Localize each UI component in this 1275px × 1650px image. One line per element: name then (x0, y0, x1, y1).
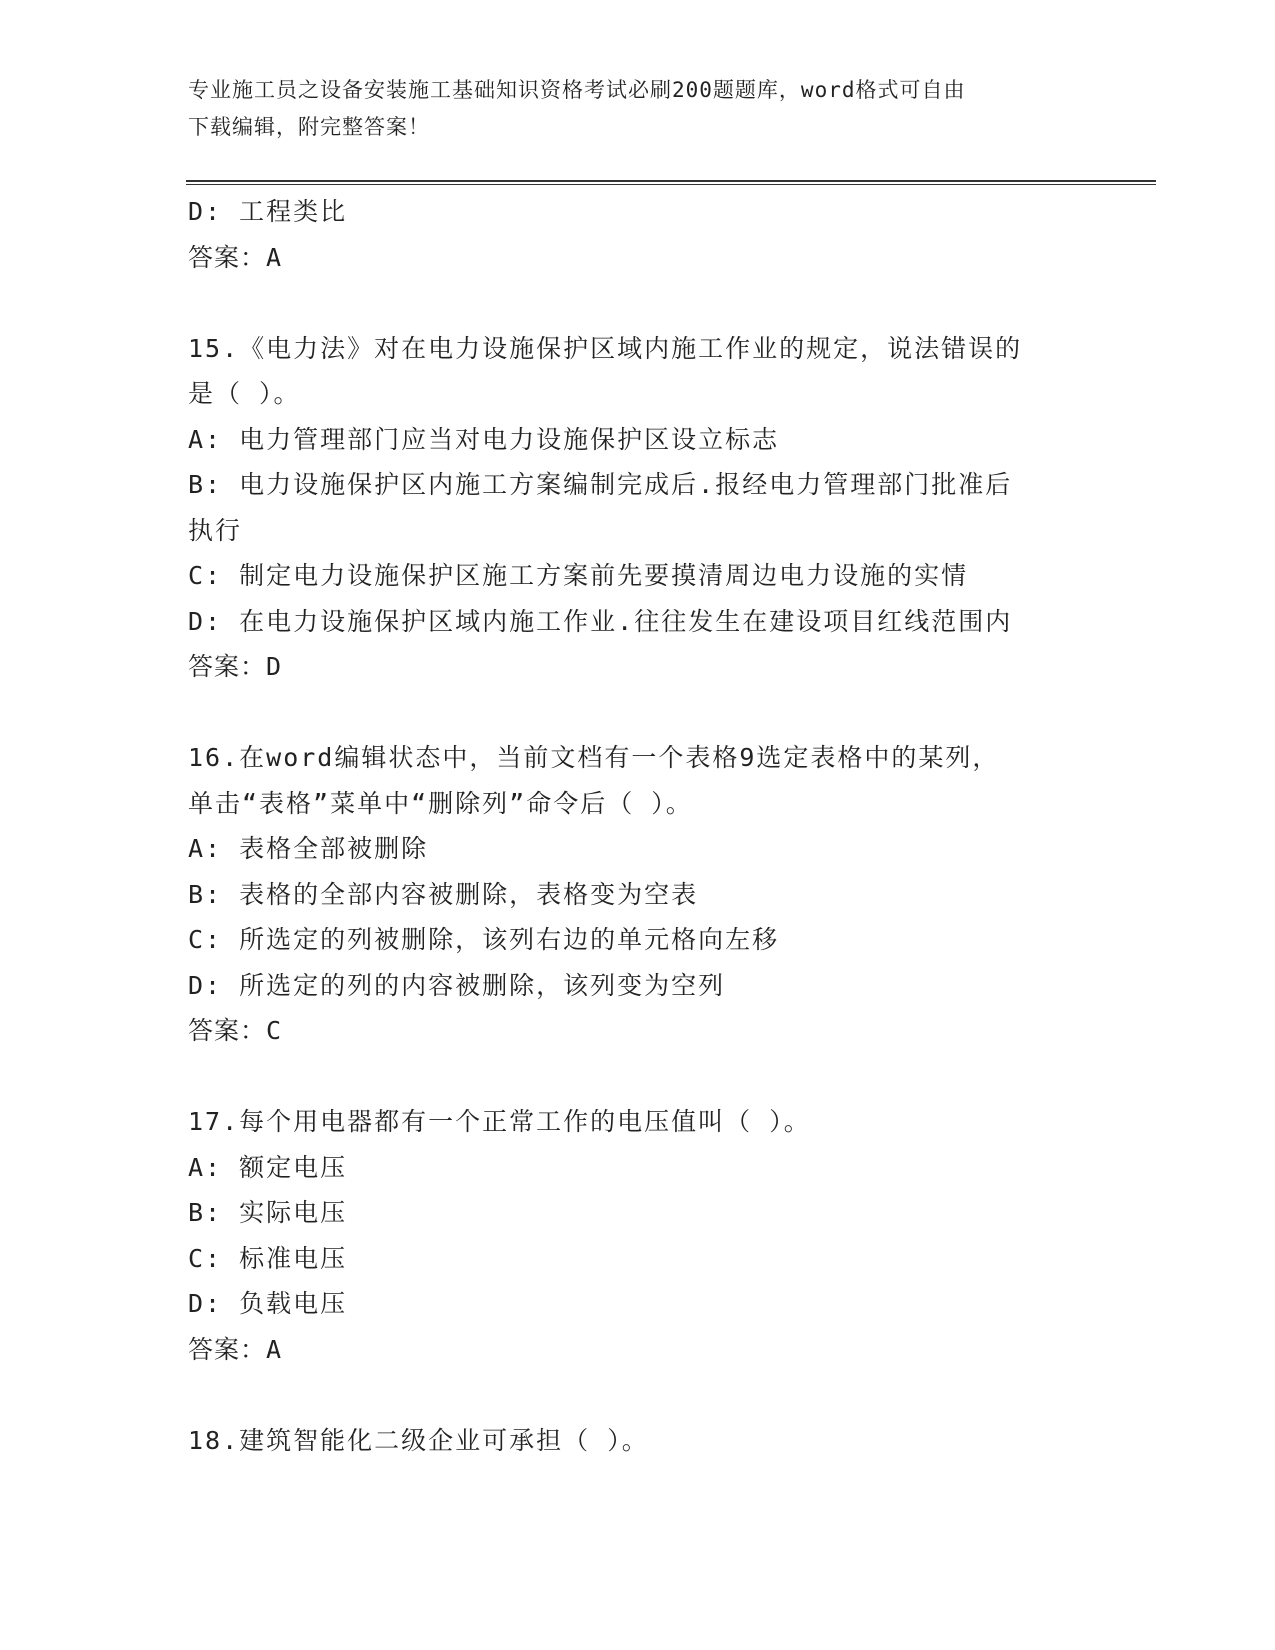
previous-question-tail (188, 189, 1088, 280)
question-stem: 15.《电力法》对在电力设施保护区域内施工作业的规定，说法错误的 (188, 333, 1023, 363)
option-c: C: 所选定的列被删除，该列右边的单元格向左移 (188, 925, 780, 954)
question-17 (188, 1099, 1088, 1372)
spacer (188, 280, 1088, 326)
spacer (188, 1054, 1088, 1100)
option-d: D: 负载电压 (188, 1289, 348, 1318)
option-b-continued: 执行 (188, 515, 243, 545)
option-b: B: 电力设施保护区内施工方案编制完成后.报经电力管理部门批准后 (188, 470, 1013, 499)
document-header (188, 72, 1088, 146)
option-d: D: 工程类比 (188, 197, 348, 226)
question-stem: 18.建筑智能化二级企业可承担（ ）。 (188, 1425, 649, 1455)
spacer (188, 690, 1088, 736)
header-divider-thin (186, 184, 1156, 185)
header-divider-thick (186, 180, 1156, 182)
header-title-line-1: 专业施工员之设备安装施工基础知识资格考试必刷200题题库，word格式可自由 (188, 78, 966, 102)
option-d: D: 在电力设施保护区域内施工作业.往往发生在建设项目红线范围内 (188, 606, 1013, 636)
option-d: D: 所选定的列的内容被删除，该列变为空列 (188, 970, 726, 1000)
answer-line: 答案：A (188, 242, 283, 272)
answer-line: 答案：C (188, 1016, 283, 1045)
question-list (188, 189, 1088, 1463)
answer-line: 答案：D (188, 652, 283, 681)
header-title-line-2: 下载编辑，附完整答案！ (188, 115, 430, 139)
option-a: A: 电力管理部门应当对电力设施保护区设立标志 (188, 424, 780, 454)
question-stem: 单击“表格”菜单中“删除列”命令后（ ）。 (188, 788, 693, 818)
option-a: A: 表格全部被删除 (188, 834, 429, 863)
question-15 (188, 326, 1088, 690)
question-stem: 17.每个用电器都有一个正常工作的电压值叫（ ）。 (188, 1107, 811, 1136)
option-c: C: 标准电压 (188, 1243, 348, 1273)
option-a: A: 额定电压 (188, 1152, 348, 1182)
question-16 (188, 735, 1088, 1054)
spacer (188, 1372, 1088, 1418)
question-stem: 是（ ）。 (188, 379, 301, 408)
question-stem: 16.在word编辑状态中，当前文档有一个表格9选定表格中的某列， (188, 743, 1000, 772)
option-b: B: 实际电压 (188, 1198, 348, 1227)
option-b: B: 表格的全部内容被删除，表格变为空表 (188, 879, 699, 909)
question-18 (188, 1418, 1088, 1464)
option-c: C: 制定电力设施保护区施工方案前先要摸清周边电力设施的实情 (188, 561, 969, 590)
answer-line: 答案：A (188, 1334, 283, 1364)
